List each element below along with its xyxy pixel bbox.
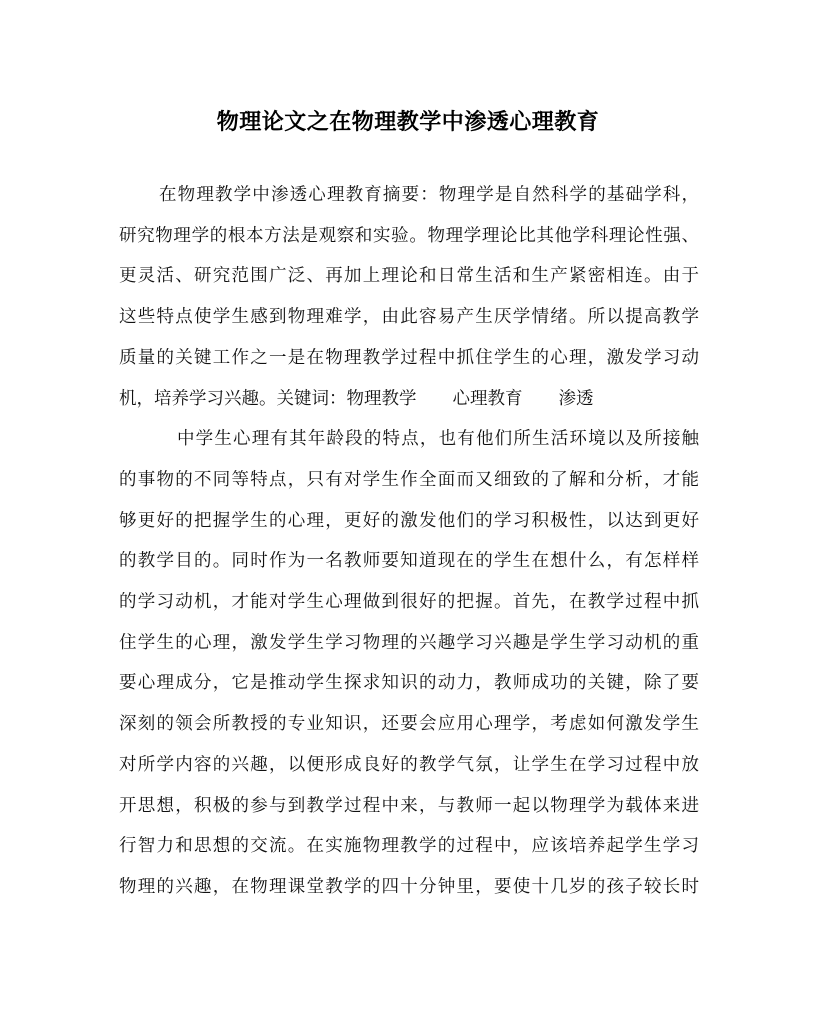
paragraph-2-line-10: 开思想，积极的参与到教学过程中来，与教师一起以物理学为载体来进 <box>119 795 699 816</box>
paragraph-2-line-7: 要心理成分，它是推动学生探求知识的动力，教师成功的关键，除了要 <box>119 673 699 694</box>
keyword-infiltration: 渗透 <box>558 388 594 409</box>
paragraph-1-line-1: 在物理教学中渗透心理教育摘要：物理学是自然科学的基础学科， <box>159 185 699 205</box>
paragraph-2-line-8: 深刻的领会所教授的专业知识，还要会应用心理学，考虑如何激发学生 <box>119 714 699 735</box>
paragraph-2-line-3: 够更好的把握学生的心理，更好的激发他们的学习积极性，以达到更好 <box>119 510 699 531</box>
keywords-text: 机，培养学习兴趣。关键词：物理教学 <box>119 388 417 409</box>
paragraph-2-line-5: 的学习动机，才能对学生心理做到很好的把握。首先，在教学过程中抓 <box>119 592 699 613</box>
paragraph-1-line-5: 质量的关键工作之一是在物理教学过程中抓住学生的心理，激发学习动 <box>119 347 699 368</box>
paragraph-1-line-2: 研究物理学的根本方法是观察和实验。物理学理论比其他学科理论性强、 <box>119 225 699 246</box>
paragraph-2-line-6: 住学生的心理，激发学生学习物理的兴趣学习兴趣是学生学习动机的重 <box>119 632 699 653</box>
document-title: 物理论文之在物理教学中渗透心理教育 <box>216 109 600 135</box>
paragraph-1-line-4: 这些特点使学生感到物理难学，由此容易产生厌学情绪。所以提高教学 <box>119 307 699 328</box>
paragraph-2-line-12: 物理的兴趣，在物理课堂教学的四十分钟里，要使十几岁的孩子较长时 <box>119 876 699 897</box>
document-body <box>119 175 699 908</box>
paragraph-1-line-6 <box>119 379 699 420</box>
paragraph-2-line-2: 的事物的不同等特点，只有对学生作全面而又细致的了解和分析，才能 <box>119 469 699 490</box>
paragraph-2-line-11: 行智力和思想的交流。在实施物理教学的过程中，应该培养起学生学习 <box>119 836 699 857</box>
paragraph-1-line-3: 更灵活、研究范围广泛、再加上理论和日常生活和生产紧密相连。由于 <box>119 266 699 287</box>
paragraph-2-line-9: 对所学内容的兴趣，以便形成良好的教学气氛，让学生在学习过程中放 <box>119 754 699 775</box>
keyword-psychology-education: 心理教育 <box>452 388 523 409</box>
paragraph-2-line-4: 的教学目的。同时作为一名教师要知道现在的学生在想什么，有怎样样 <box>119 551 699 572</box>
paragraph-2-line-1: 中学生心理有其年龄段的特点，也有他们所生活环境以及所接触 <box>177 429 699 450</box>
